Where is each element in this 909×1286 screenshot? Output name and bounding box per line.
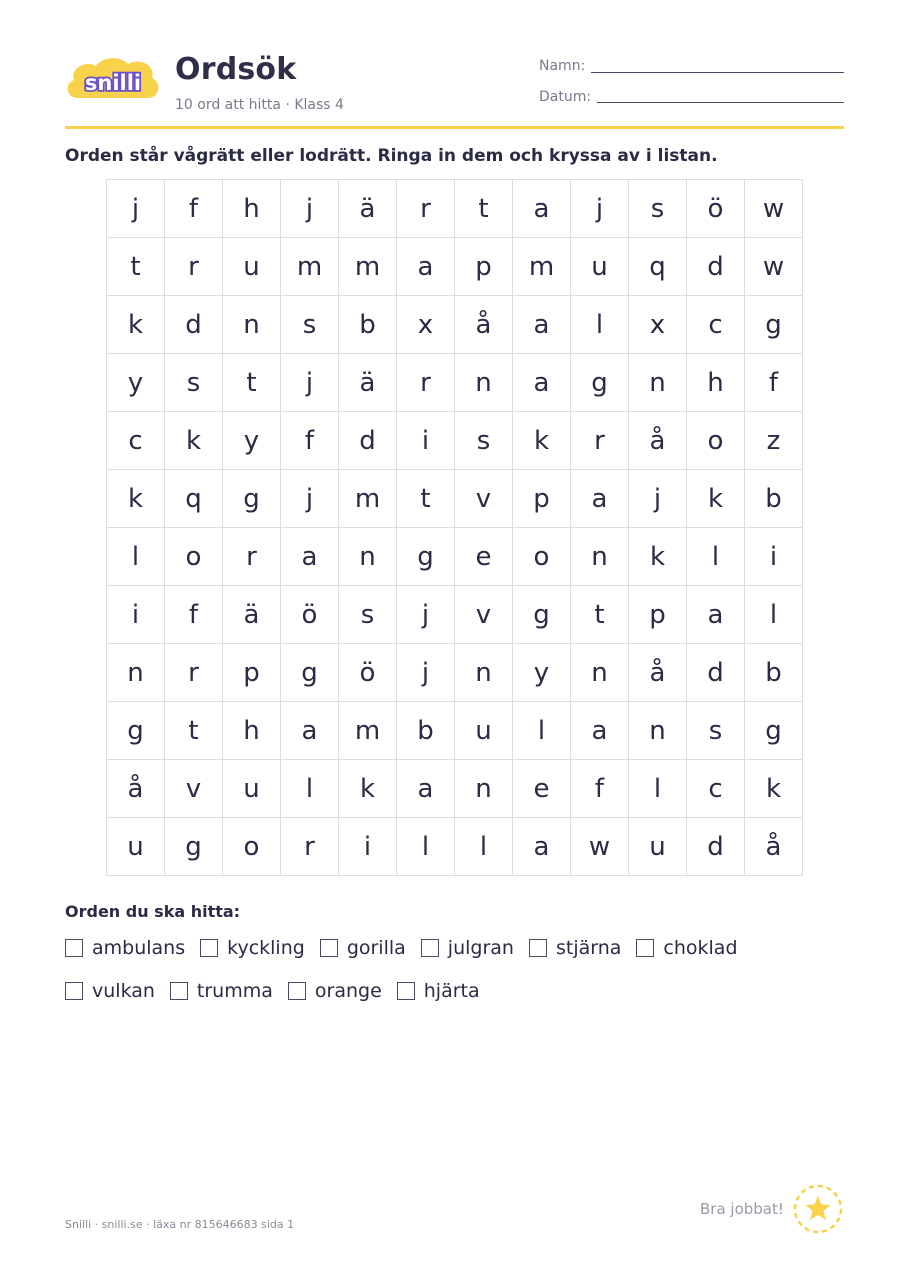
grid-cell[interactable]: e [513, 760, 571, 818]
word-label: orange [314, 980, 382, 1002]
grid-cell[interactable]: å [107, 760, 165, 818]
word-item [421, 937, 514, 959]
grid-cell[interactable]: l [397, 818, 455, 876]
grid-cell[interactable]: t [165, 702, 223, 760]
word-label: kyckling [227, 937, 305, 959]
grid-cell[interactable]: ä [339, 354, 397, 412]
word-item [288, 980, 382, 1002]
grid-cell[interactable]: t [455, 180, 513, 238]
grid-cell[interactable]: g [165, 818, 223, 876]
word-label: vulkan [92, 980, 155, 1002]
grid-cell[interactable]: r [571, 412, 629, 470]
word-label: ambulans [92, 937, 186, 959]
grid-cell[interactable]: å [629, 644, 687, 702]
grid-cell[interactable]: d [165, 296, 223, 354]
logo-text: snilli [84, 71, 142, 95]
grid-cell[interactable]: j [281, 180, 339, 238]
grid-cell[interactable]: i [397, 412, 455, 470]
word-item [397, 980, 480, 1002]
grid-cell[interactable]: m [281, 238, 339, 296]
grid-cell[interactable]: a [571, 470, 629, 528]
grid-cell[interactable]: f [165, 180, 223, 238]
grid-cell[interactable]: s [629, 180, 687, 238]
grid-cell[interactable]: o [223, 818, 281, 876]
grid-cell[interactable]: r [397, 354, 455, 412]
word-checkbox[interactable] [65, 939, 83, 957]
grid-cell[interactable]: w [745, 238, 803, 296]
word-checkbox[interactable] [200, 939, 218, 957]
grid-cell[interactable]: a [571, 702, 629, 760]
name-field[interactable] [591, 72, 844, 73]
word-item [65, 980, 155, 1002]
grid-cell[interactable]: i [107, 586, 165, 644]
grid-cell[interactable]: j [281, 470, 339, 528]
grid-cell[interactable]: å [629, 412, 687, 470]
grid-cell[interactable]: o [513, 528, 571, 586]
grid-cell[interactable]: b [745, 644, 803, 702]
grid-cell[interactable]: e [455, 528, 513, 586]
page-title: Ordsök [175, 52, 297, 87]
grid-cell[interactable]: x [629, 296, 687, 354]
grid-cell[interactable]: o [687, 412, 745, 470]
grid-cell[interactable]: g [745, 296, 803, 354]
grid-cell[interactable]: l [629, 760, 687, 818]
grid-cell[interactable]: k [513, 412, 571, 470]
grid-cell[interactable]: ö [687, 180, 745, 238]
header-divider [65, 126, 844, 129]
grid-cell[interactable]: p [513, 470, 571, 528]
grid-cell[interactable]: l [687, 528, 745, 586]
word-item [200, 937, 305, 959]
grid-cell[interactable]: l [455, 818, 513, 876]
word-checkbox[interactable] [65, 982, 83, 1000]
grid-cell[interactable]: t [223, 354, 281, 412]
grid-cell[interactable]: m [339, 470, 397, 528]
grid-cell[interactable]: s [281, 296, 339, 354]
grid-cell[interactable]: l [745, 586, 803, 644]
grid-cell[interactable]: n [629, 354, 687, 412]
grid-cell[interactable]: j [397, 586, 455, 644]
word-item [170, 980, 273, 1002]
grid-cell[interactable]: n [571, 528, 629, 586]
grid-cell[interactable]: h [223, 702, 281, 760]
word-item [529, 937, 621, 959]
grid-cell[interactable]: v [455, 470, 513, 528]
grid-cell[interactable]: y [513, 644, 571, 702]
word-label: choklad [663, 937, 738, 959]
grid-cell[interactable]: a [687, 586, 745, 644]
grid-cell[interactable]: a [513, 180, 571, 238]
grid-cell[interactable]: s [687, 702, 745, 760]
grid-cell[interactable]: å [455, 296, 513, 354]
instruction-text: Orden står vågrätt eller lodrätt. Ringa in dem och kryssa av i listan. [65, 146, 718, 166]
grid-cell[interactable]: v [165, 760, 223, 818]
name-label: Namn: [539, 58, 586, 74]
word-checkbox[interactable] [320, 939, 338, 957]
grid-cell[interactable]: r [397, 180, 455, 238]
word-item [320, 937, 406, 959]
grid-cell[interactable]: c [687, 760, 745, 818]
grid-cell[interactable]: n [107, 644, 165, 702]
grid-cell[interactable]: o [165, 528, 223, 586]
grid-cell[interactable]: ö [281, 586, 339, 644]
grid-cell[interactable]: b [339, 296, 397, 354]
grid-cell[interactable]: j [629, 470, 687, 528]
grid-cell[interactable]: s [339, 586, 397, 644]
grid-cell[interactable]: u [455, 702, 513, 760]
grid-cell[interactable]: s [165, 354, 223, 412]
grid-cell[interactable]: l [513, 702, 571, 760]
grid-cell[interactable]: d [339, 412, 397, 470]
grid-cell[interactable]: n [455, 760, 513, 818]
grid-cell[interactable]: y [223, 412, 281, 470]
grid-cell[interactable]: ä [339, 180, 397, 238]
grid-cell[interactable]: b [745, 470, 803, 528]
grid-cell[interactable]: q [629, 238, 687, 296]
word-checkbox[interactable] [170, 982, 188, 1000]
grid-cell[interactable]: t [397, 470, 455, 528]
grid-cell[interactable]: b [397, 702, 455, 760]
grid-cell[interactable]: d [687, 238, 745, 296]
grid-cell[interactable]: f [571, 760, 629, 818]
grid-cell[interactable]: n [455, 644, 513, 702]
grid-cell[interactable]: g [107, 702, 165, 760]
page-subtitle: 10 ord att hitta · Klass 4 [175, 97, 344, 113]
grid-cell[interactable]: r [223, 528, 281, 586]
grid-cell[interactable]: g [571, 354, 629, 412]
grid-cell[interactable]: t [107, 238, 165, 296]
grid-cell[interactable]: g [745, 702, 803, 760]
grid-cell[interactable]: f [745, 354, 803, 412]
grid-cell[interactable]: n [571, 644, 629, 702]
grid-cell[interactable]: a [281, 702, 339, 760]
grid-cell[interactable]: k [339, 760, 397, 818]
word-search-grid [106, 179, 803, 876]
grid-cell[interactable]: j [571, 180, 629, 238]
grid-cell[interactable]: k [107, 470, 165, 528]
word-checkbox[interactable] [421, 939, 439, 957]
praise-text: Bra jobbat! [700, 1200, 784, 1218]
grid-cell[interactable]: l [281, 760, 339, 818]
grid-cell[interactable]: l [107, 528, 165, 586]
grid-cell[interactable]: u [223, 760, 281, 818]
grid-cell[interactable]: n [455, 354, 513, 412]
grid-cell[interactable]: k [107, 296, 165, 354]
word-checkbox[interactable] [288, 982, 306, 1000]
grid-cell[interactable]: t [571, 586, 629, 644]
date-field[interactable] [597, 102, 844, 103]
word-checkbox[interactable] [397, 982, 415, 1000]
grid-cell[interactable]: n [339, 528, 397, 586]
grid-cell[interactable]: m [339, 702, 397, 760]
grid-cell[interactable]: k [687, 470, 745, 528]
grid-cell[interactable]: j [107, 180, 165, 238]
word-label: hjärta [423, 980, 480, 1002]
grid-cell[interactable]: q [165, 470, 223, 528]
grid-cell[interactable]: r [281, 818, 339, 876]
grid-cell[interactable]: d [687, 644, 745, 702]
grid-cell[interactable]: w [745, 180, 803, 238]
grid-cell[interactable]: c [687, 296, 745, 354]
grid-cell[interactable]: f [165, 586, 223, 644]
word-list-row [65, 980, 495, 1002]
grid-cell[interactable]: a [513, 296, 571, 354]
word-label: trumma [196, 980, 273, 1002]
star-icon [793, 1184, 843, 1234]
grid-cell[interactable]: m [513, 238, 571, 296]
grid-cell[interactable]: x [397, 296, 455, 354]
grid-cell[interactable]: k [745, 760, 803, 818]
word-item [65, 937, 185, 959]
grid-cell[interactable]: g [513, 586, 571, 644]
word-list-row [65, 937, 753, 959]
word-checkbox[interactable] [529, 939, 547, 957]
grid-cell[interactable]: a [513, 354, 571, 412]
words-heading: Orden du ska hitta: [65, 902, 241, 921]
date-label: Datum: [539, 89, 592, 105]
grid-cell[interactable]: i [339, 818, 397, 876]
grid-cell[interactable]: ö [339, 644, 397, 702]
word-label: stjärna [555, 937, 622, 959]
grid-cell[interactable]: n [223, 296, 281, 354]
grid-cell[interactable]: a [281, 528, 339, 586]
grid-cell[interactable]: p [223, 644, 281, 702]
grid-cell[interactable]: k [165, 412, 223, 470]
grid-cell[interactable]: u [107, 818, 165, 876]
grid-cell[interactable]: r [165, 644, 223, 702]
grid-cell[interactable]: s [455, 412, 513, 470]
grid-cell[interactable]: u [629, 818, 687, 876]
grid-cell[interactable]: i [745, 528, 803, 586]
grid-cell[interactable]: l [571, 296, 629, 354]
grid-cell[interactable]: d [687, 818, 745, 876]
word-label: gorilla [346, 937, 406, 959]
grid-cell[interactable]: a [397, 760, 455, 818]
grid-cell[interactable]: m [339, 238, 397, 296]
grid-cell[interactable]: ä [223, 586, 281, 644]
grid-cell[interactable]: g [397, 528, 455, 586]
grid-cell[interactable]: n [629, 702, 687, 760]
grid-cell[interactable]: g [223, 470, 281, 528]
grid-cell[interactable]: h [687, 354, 745, 412]
grid-cell[interactable]: f [281, 412, 339, 470]
grid-cell[interactable]: u [571, 238, 629, 296]
grid-cell[interactable]: j [397, 644, 455, 702]
word-label: julgran [447, 937, 514, 959]
grid-cell[interactable]: y [107, 354, 165, 412]
footer-text: Snilli · snilli.se · läxa nr 815646683 sida 1 [65, 1218, 295, 1231]
grid-cell[interactable]: å [745, 818, 803, 876]
grid-cell[interactable]: g [281, 644, 339, 702]
grid-cell[interactable]: j [281, 354, 339, 412]
grid-cell[interactable]: v [455, 586, 513, 644]
grid-cell[interactable]: p [629, 586, 687, 644]
word-item [636, 937, 737, 959]
grid-cell[interactable]: k [629, 528, 687, 586]
grid-cell[interactable]: u [223, 238, 281, 296]
grid-cell[interactable]: z [745, 412, 803, 470]
word-checkbox[interactable] [636, 939, 654, 957]
grid-cell[interactable]: r [165, 238, 223, 296]
grid-cell[interactable]: p [455, 238, 513, 296]
grid-cell[interactable]: c [107, 412, 165, 470]
grid-cell[interactable]: a [513, 818, 571, 876]
grid-cell[interactable]: h [223, 180, 281, 238]
grid-cell[interactable]: w [571, 818, 629, 876]
snilli-logo [64, 54, 162, 110]
grid-cell[interactable]: a [397, 238, 455, 296]
